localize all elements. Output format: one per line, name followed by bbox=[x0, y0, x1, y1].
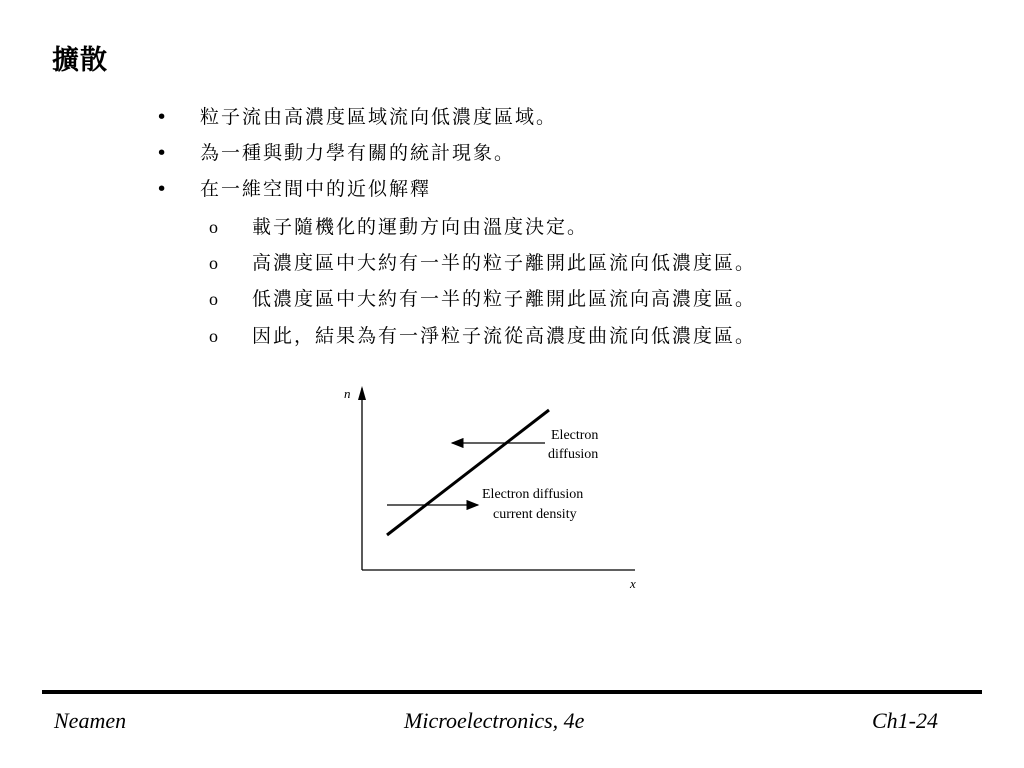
x-axis-label: x bbox=[630, 576, 636, 591]
sub-bullet-marker: o bbox=[209, 289, 220, 309]
slide-title: 擴散 bbox=[52, 45, 108, 76]
current-label-line1: Electron diffusion bbox=[482, 487, 584, 502]
current-label-line2: current density bbox=[493, 507, 577, 522]
sub-bullet-text: 低濃度區中大約有一半的粒子離開此區流向高濃度區。 bbox=[252, 288, 757, 310]
sub-bullet-marker: o bbox=[209, 253, 220, 273]
footer-book-title: Microelectronics, 4e bbox=[404, 708, 585, 733]
y-axis-label: n bbox=[344, 386, 351, 401]
bullet-marker: • bbox=[156, 178, 170, 200]
diffusion-label-line1: Electron bbox=[551, 428, 599, 443]
sub-bullet-text: 因此，結果為有一淨粒子流從高濃度曲流向低濃度區。 bbox=[252, 325, 757, 347]
bullet-text: 在一維空間中的近似解釋 bbox=[200, 178, 432, 200]
bullet-text: 為一種與動力學有關的統計現象。 bbox=[200, 142, 516, 164]
sub-bullet-marker: o bbox=[209, 326, 220, 346]
diffusion-label-line2: diffusion bbox=[548, 447, 599, 462]
sub-bullet-text: 高濃度區中大約有一半的粒子離開此區流向低濃度區。 bbox=[252, 252, 757, 274]
footer-divider bbox=[42, 690, 982, 694]
sub-bullet-marker: o bbox=[209, 217, 220, 237]
diffusion-diagram bbox=[330, 380, 650, 595]
footer-page-number: Ch1-24 bbox=[872, 708, 938, 733]
sub-bullet-text: 載子隨機化的運動方向由溫度決定。 bbox=[252, 216, 589, 238]
bullet-text: 粒子流由高濃度區域流向低濃度區域。 bbox=[200, 106, 558, 128]
bullet-marker: • bbox=[156, 142, 170, 164]
footer-author: Neamen bbox=[54, 708, 127, 733]
y-axis-arrow-icon bbox=[358, 386, 366, 400]
bullet-marker: • bbox=[156, 106, 170, 128]
